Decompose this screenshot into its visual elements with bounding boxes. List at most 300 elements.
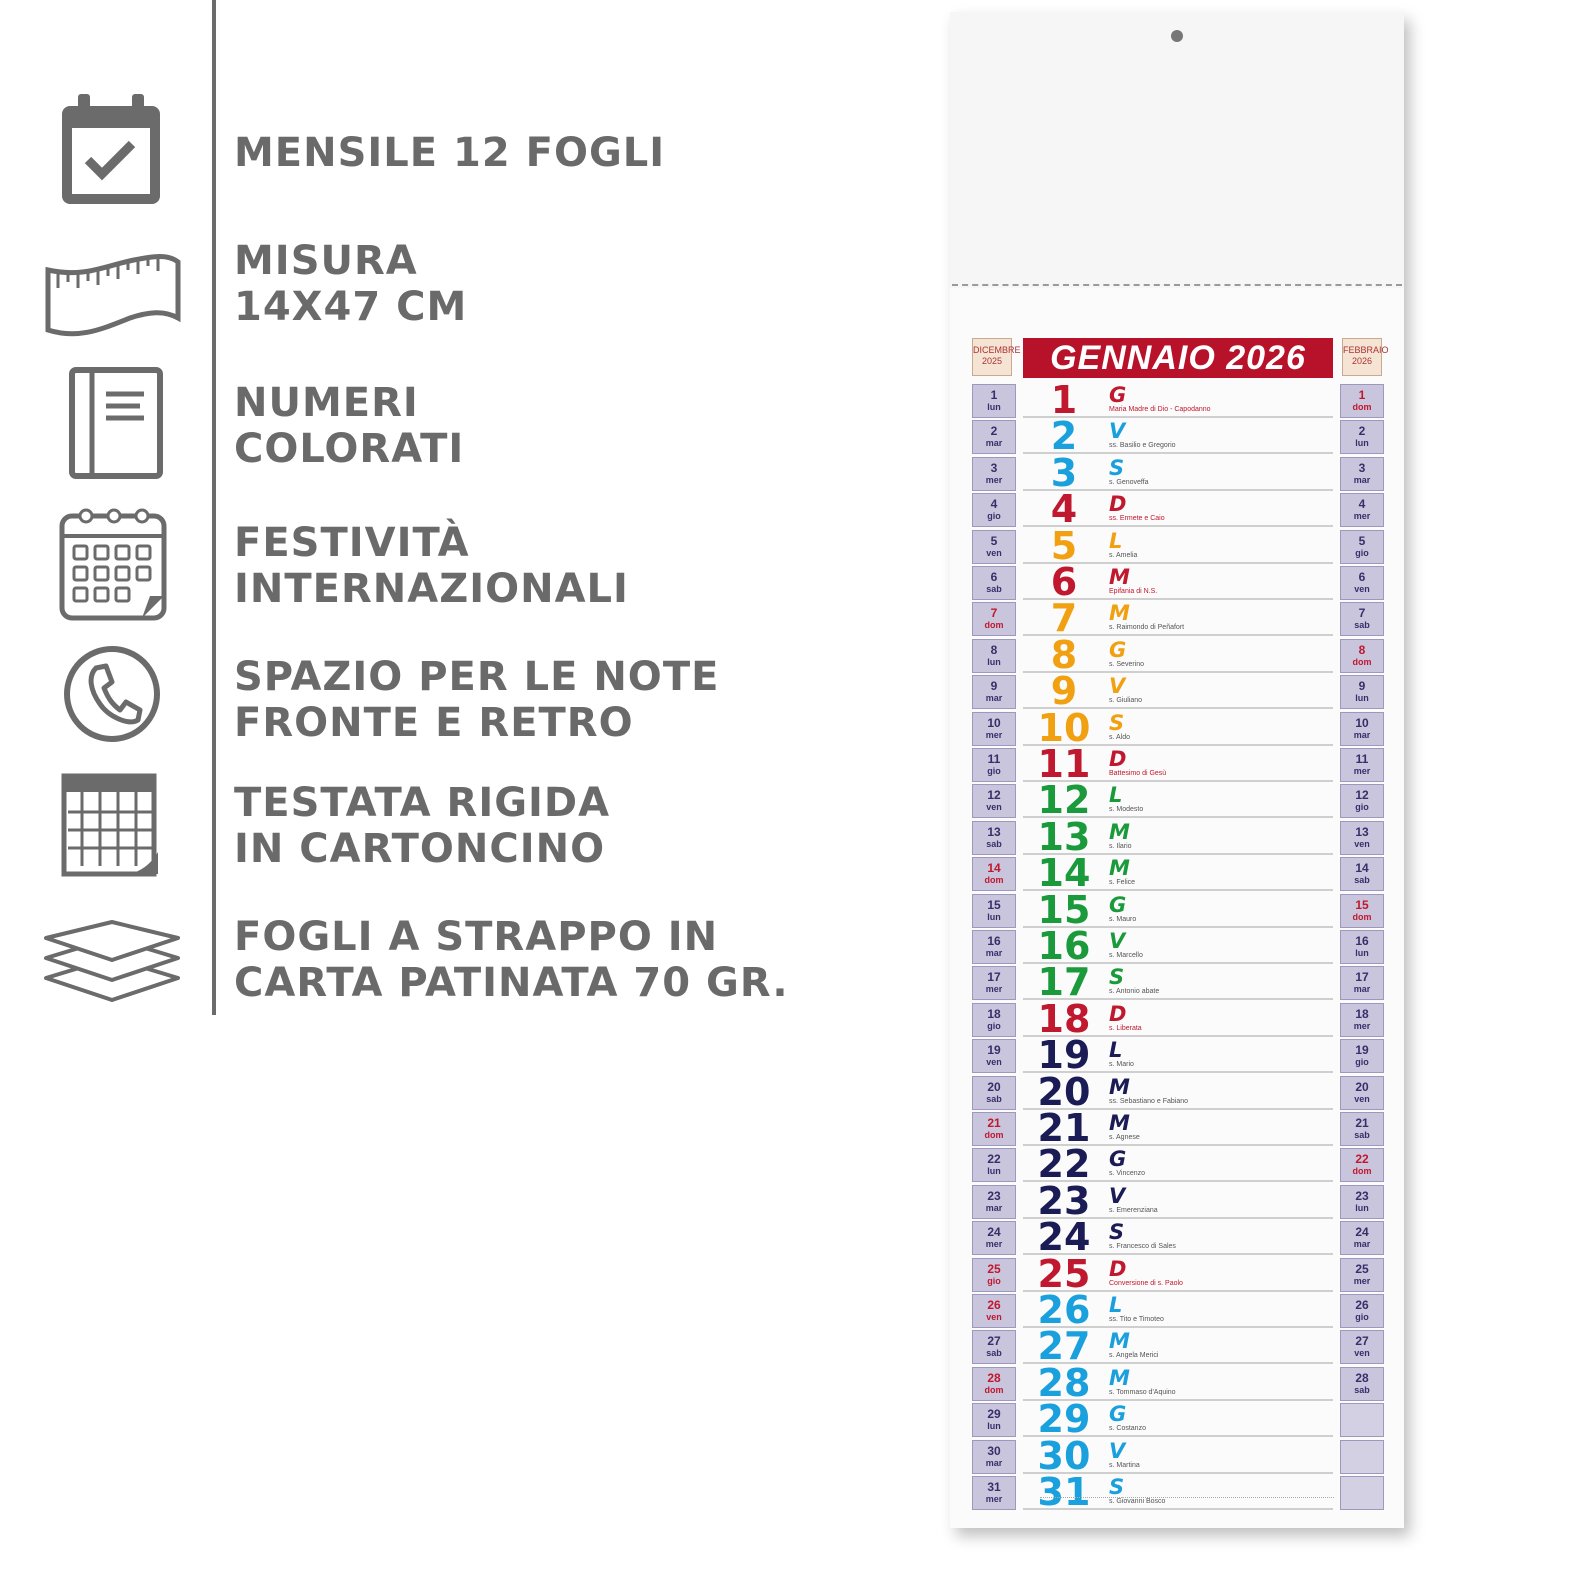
mini-day-weekday: gio [1355,802,1369,813]
day-number: 5 [1050,523,1078,568]
mini-day-weekday: dom [984,1130,1004,1140]
saint-name: s. Costanzo [1109,1425,1146,1433]
mini-day-weekday: mar [1353,984,1371,995]
mini-day-weekday: sab [1354,875,1370,886]
prev-month-year: 2025 [981,356,1003,366]
weekday-letter: L [1109,1293,1123,1317]
feature-line: MENSILE 12 FOGLI [234,130,666,176]
mini-day-cell [1340,1003,1384,1037]
mini-day-cell [1340,384,1384,418]
feature-monthly-sheets [234,130,665,176]
mini-day-weekday: mer [1353,1275,1371,1286]
weekday-letter: M [1109,565,1130,589]
mini-day-number: 23 [987,1188,1001,1203]
mini-day-cell [972,1076,1016,1110]
mini-day-number: 4 [990,497,998,512]
day-row [1023,1215,1333,1260]
mini-day-number: 24 [1355,1225,1369,1240]
saint-name: s. Agnese [1109,1134,1140,1141]
mini-day-weekday: mar [1353,474,1371,485]
mini-day-cell [1340,1148,1384,1182]
saint-name: s. Mario [1109,1061,1134,1069]
saint-name: s. Felice [1109,879,1136,887]
mini-day-number: 3 [990,460,998,475]
saint-name: s. Martina [1109,1461,1140,1469]
mini-day-number: 22 [1355,1152,1369,1167]
weekday-letter: V [1109,1183,1126,1208]
mini-day-weekday: gio [987,766,1001,776]
mini-day-empty [1340,1476,1384,1510]
calendar-grid-icon [58,504,170,624]
day-number: 17 [1037,960,1091,1005]
day-row [1023,632,1333,677]
mini-day-cell [972,1440,1016,1474]
mini-day-number: 8 [990,642,998,657]
mini-day-number: 31 [987,1480,1001,1494]
mini-day-number: 30 [987,1443,1001,1458]
day-number: 29 [1037,1397,1091,1442]
mini-day-cell [972,1112,1016,1146]
saint-name: s. Angela Merici [1109,1352,1159,1360]
mini-day-cell [972,530,1016,564]
saint-name: Conversione di s. Paolo [1109,1279,1183,1287]
mini-day-number: 12 [1355,788,1369,803]
mini-day-weekday: lun [1355,1202,1369,1213]
mini-day-number: 15 [987,897,1001,912]
mini-day-number: 9 [990,679,998,694]
mini-day-cell [972,602,1016,636]
mini-day-number: 3 [1358,460,1366,475]
mini-day-cell [1340,784,1384,818]
mini-day-number: 17 [1355,970,1369,985]
saint-name: s. Mauro [1109,915,1137,923]
mini-day-number: 16 [1355,934,1369,948]
mini-day-number: 22 [987,1152,1001,1167]
saint-name: s. Marcello [1109,952,1143,959]
mini-day-weekday: lun [987,656,1001,667]
saint-name: ss. Sebastiano e Fabiano [1109,1097,1188,1105]
mini-day-number: 1 [990,388,998,402]
mini-day-weekday: sab [986,584,1002,594]
mini-day-cell [972,748,1016,782]
weekday-letter: M [1109,1329,1130,1354]
day-number: 24 [1037,1215,1091,1260]
mini-day-cell [972,493,1016,527]
mini-day-number: 14 [987,861,1001,876]
feature-line: MISURA [234,238,418,284]
mini-day-weekday: ven [1354,1348,1370,1359]
month-title: GENNAIO 2026 [1023,338,1333,378]
mini-day-weekday: mer [985,1494,1003,1504]
mini-day-weekday: lun [987,911,1001,922]
day-number: 19 [1037,1033,1091,1078]
feature-holidays [234,520,629,612]
mini-day-number: 23 [1355,1188,1369,1203]
mini-day-cell [1340,966,1384,1000]
saint-name: Battesimo di Gesù [1109,770,1167,777]
saint-name: s. Ilario [1109,842,1132,850]
feature-line: SPAZIO PER LE NOTE [234,654,720,700]
measuring-tape-icon [44,248,184,340]
mini-day-number: 28 [987,1370,1001,1385]
day-number: 11 [1037,742,1091,786]
mini-day-cell [1340,420,1384,454]
mini-day-weekday: gio [987,1275,1001,1286]
mini-day-weekday: lun [1355,693,1369,704]
day-row [1023,1069,1333,1114]
day-row [1023,1433,1333,1478]
weekday-letter: V [1109,674,1126,699]
weekday-letter: S [1109,1220,1125,1245]
mini-day-cell [1340,894,1384,928]
day-number: 26 [1037,1288,1091,1332]
saint-name: s. Antonio abate [1109,988,1160,996]
day-number: 25 [1037,1251,1091,1296]
mini-day-number: 8 [1358,642,1366,657]
mini-day-number: 21 [1355,1116,1369,1130]
mini-day-weekday: mer [1353,511,1371,522]
mini-day-cell [1340,639,1384,673]
day-row [1023,742,1333,786]
weekday-letter: V [1109,929,1126,953]
feature-line: IN CARTONCINO [234,826,606,872]
notebook-icon [68,366,164,480]
mini-day-cell [972,1039,1016,1073]
mini-day-cell [972,566,1016,600]
mini-day-weekday: gio [1355,1057,1369,1068]
day-row [1023,1106,1333,1150]
prev-month-name: DICEMBRE [973,345,1021,355]
weekday-letter: V [1109,419,1126,444]
mini-day-cell [1340,1330,1384,1364]
day-row [1023,523,1333,568]
mini-day-weekday: mer [985,1239,1003,1250]
mini-day-weekday: sab [1354,1130,1370,1140]
weekday-letter: G [1109,383,1127,407]
mini-day-weekday: lun [1355,438,1369,449]
mini-day-cell [1340,1367,1384,1401]
saint-name: s. Raimondo di Peñafort [1109,624,1185,632]
mini-day-cell [972,1003,1016,1037]
saint-name: s. Francesco di Sales [1109,1243,1176,1251]
day-row [1023,1324,1333,1369]
mini-day-weekday: dom [984,1384,1004,1395]
mini-day-weekday: mar [1353,1239,1371,1250]
mini-day-cell [972,712,1016,746]
mini-day-cell [972,1185,1016,1219]
mini-day-weekday: dom [1352,911,1372,922]
sheet-footer-line [1040,1497,1334,1504]
mini-day-cell [1340,457,1384,491]
mini-day-cell [972,894,1016,928]
weekday-letter: L [1109,1038,1123,1063]
saint-name: s. Giuliano [1109,697,1143,705]
mini-day-number: 11 [1355,752,1369,766]
mini-day-weekday: mar [985,693,1003,704]
weekday-letter: S [1109,455,1125,480]
feature-line: FRONTE E RETRO [234,700,634,746]
day-row [1023,851,1333,896]
mini-day-cell [972,1148,1016,1182]
mini-day-cell [972,1367,1016,1401]
mini-day-weekday: ven [986,1312,1002,1322]
weekday-letter: D [1109,1001,1127,1026]
mini-day-cell [972,675,1016,709]
mini-day-cell [1340,566,1384,600]
weekday-letter: M [1109,1074,1130,1099]
day-row [1023,1251,1333,1296]
mini-day-cell [1340,712,1384,746]
weekday-letter: G [1109,892,1127,917]
mini-day-number: 2 [1358,424,1366,439]
mini-day-number: 19 [987,1043,1001,1058]
mini-day-empty [1340,1440,1384,1474]
mini-day-cell [1340,930,1384,964]
mini-day-number: 20 [1355,1079,1369,1094]
weekday-letter: V [1109,1438,1126,1463]
day-row [1023,887,1333,932]
day-number: 7 [1050,596,1078,641]
day-number: 9 [1050,669,1078,714]
mini-day-weekday: dom [984,620,1004,631]
day-number: 8 [1050,632,1078,677]
mini-day-weekday: mer [985,474,1003,485]
mini-day-weekday: ven [1354,584,1370,594]
day-number: 21 [1037,1106,1091,1150]
calendar-check-icon [58,92,164,210]
mini-day-weekday: lun [987,1166,1001,1177]
mini-day-number: 25 [987,1261,1001,1276]
next-month-header [1342,338,1389,376]
day-row [1023,705,1333,750]
mini-day-cell [972,1476,1016,1510]
mini-day-weekday: mer [1353,1020,1371,1031]
mini-day-weekday: mer [985,729,1003,740]
day-number: 4 [1050,487,1078,532]
weekday-letter: D [1109,492,1127,517]
mini-day-cell [972,420,1016,454]
weekday-letter: M [1109,1111,1130,1135]
day-number: 16 [1037,924,1091,968]
day-number: 12 [1037,778,1091,823]
mini-day-number: 6 [1358,570,1366,584]
mini-day-weekday: gio [1355,1312,1369,1322]
day-number: 27 [1037,1324,1091,1369]
feature-line: 14X47 CM [234,284,468,330]
feature-tear-off-sheets [234,914,789,1006]
mini-day-weekday: mer [1353,766,1371,776]
mini-day-weekday: gio [987,1020,1001,1031]
weekday-letter: L [1109,528,1123,553]
saint-name: s. Giovanni Bosco [1109,1498,1166,1505]
saint-name: ss. Basilio e Gregorio [1109,442,1176,450]
weekday-letter: G [1109,1147,1127,1172]
day-number: 13 [1037,814,1091,859]
mini-day-weekday: lun [987,402,1001,412]
mini-day-weekday: sab [986,838,1002,849]
mini-day-weekday: dom [1352,1166,1372,1177]
mini-day-weekday: ven [1354,1093,1370,1104]
mini-day-cell [1340,857,1384,891]
day-number: 14 [1037,851,1091,896]
day-row [1023,778,1333,823]
mini-day-number: 26 [1355,1298,1369,1312]
mini-day-weekday: gio [1355,547,1369,558]
mini-day-cell [972,1258,1016,1292]
mini-day-cell [1340,602,1384,636]
mini-day-number: 26 [987,1298,1001,1312]
day-row [1023,414,1333,459]
mini-day-number: 12 [987,788,1001,803]
mini-day-weekday: lun [987,1421,1001,1432]
mini-day-cell [972,784,1016,818]
mini-day-cell [1340,1185,1384,1219]
mini-day-cell [1340,748,1384,782]
day-number: 10 [1037,705,1091,750]
mini-day-weekday: ven [1354,838,1370,849]
mini-day-number: 28 [1355,1370,1369,1385]
day-number: 23 [1037,1178,1091,1223]
day-number: 6 [1050,560,1078,604]
mini-day-weekday: ven [986,802,1002,813]
mini-day-cell [1340,1221,1384,1255]
day-number: 30 [1037,1433,1091,1478]
mini-day-weekday: mer [985,984,1003,995]
weekday-letter: S [1109,1475,1125,1499]
mini-day-weekday: mar [1353,729,1371,740]
perforation-line [952,284,1402,286]
mini-day-cell [972,966,1016,1000]
mini-day-cell [972,457,1016,491]
mini-day-number: 10 [1355,715,1369,730]
weekday-letter: S [1109,710,1125,735]
day-row [1023,450,1333,495]
weekday-letter: S [1109,965,1125,990]
day-row [1023,1288,1333,1332]
feature-line: NUMERI [234,380,419,426]
mini-day-number: 13 [987,824,1001,839]
day-row [1023,1470,1333,1514]
mini-day-number: 2 [990,424,998,439]
mini-day-weekday: dom [1352,656,1372,667]
mini-day-number: 10 [987,715,1001,730]
mini-day-cell [1340,530,1384,564]
mini-day-cell [1340,493,1384,527]
day-row [1023,560,1333,604]
mini-day-number: 29 [987,1407,1001,1422]
wall-calendar [950,12,1404,1528]
mini-day-weekday: ven [986,1057,1002,1068]
mini-day-weekday: lun [1355,948,1369,958]
mini-day-weekday: sab [1354,1384,1370,1395]
day-number: 15 [1037,887,1091,932]
saint-name: s. Liberata [1109,1024,1142,1032]
weekday-letter: D [1109,747,1127,771]
saint-name: s. Genoveffa [1109,478,1149,486]
weekday-letter: M [1109,856,1130,881]
mini-day-cell [1340,1112,1384,1146]
mini-day-number: 21 [987,1116,1001,1130]
mini-day-cell [972,639,1016,673]
saint-name: ss. Ermete e Caio [1109,515,1165,523]
mini-day-cell [972,1294,1016,1328]
day-number: 2 [1050,414,1078,459]
mini-day-cell [1340,1039,1384,1073]
day-row [1023,1178,1333,1223]
saint-name: s. Amelia [1109,551,1138,559]
day-row [1023,378,1333,422]
weekday-letter: D [1109,1256,1127,1281]
day-row [1023,960,1333,1005]
mini-day-number: 9 [1358,679,1366,694]
mini-day-weekday: mar [985,1202,1003,1213]
mini-day-number: 16 [987,934,1001,948]
hanging-hole [1171,30,1183,42]
weekday-letter: G [1109,637,1127,662]
saint-name: s. Aldo [1109,733,1131,741]
mini-day-empty [1340,1403,1384,1437]
weekday-letter: M [1109,819,1130,844]
mini-day-number: 7 [990,606,998,621]
saint-name: ss. Tito e Timoteo [1109,1316,1164,1323]
mini-day-weekday: sab [1354,620,1370,631]
feature-line: COLORATI [234,426,465,472]
feature-rigid-header [234,780,610,872]
day-row [1023,1033,1333,1078]
day-row [1023,814,1333,859]
phone-icon [62,644,162,744]
saint-name: s. Modesto [1109,806,1144,814]
mini-day-number: 25 [1355,1261,1369,1276]
mini-day-weekday: mar [985,948,1003,958]
mini-day-weekday: ven [986,547,1002,558]
day-number: 3 [1050,450,1078,495]
day-number: 20 [1037,1069,1091,1114]
saint-name: Epifania di N.S. [1109,588,1158,595]
feature-line: INTERNAZIONALI [234,566,629,612]
saint-name: s. Emerenziana [1109,1206,1158,1214]
mini-day-number: 1 [1358,388,1366,402]
mini-day-number: 14 [1355,861,1369,876]
divider-line [212,0,216,1015]
next-month-name: FEBBRAIO [1343,345,1389,355]
mini-day-weekday: sab [986,1093,1002,1104]
day-number: 22 [1037,1142,1091,1187]
prev-month-header [972,338,1021,376]
mini-day-cell [1340,821,1384,855]
mini-day-number: 6 [990,570,998,584]
day-row [1023,669,1333,714]
mini-day-number: 18 [1355,1006,1369,1021]
mini-day-number: 15 [1355,897,1369,912]
feature-line: CARTA PATINATA 70 GR. [234,960,789,1006]
saint-name: s. Tommaso d'Aquino [1109,1388,1176,1396]
saint-name: Maria Madre di Dio - Capodanno [1109,406,1211,413]
weekday-letter: G [1109,1402,1127,1427]
mini-day-cell [1340,1076,1384,1110]
feature-line: FOGLI A STRAPPO IN [234,914,719,960]
feature-notes-space [234,654,719,746]
mini-day-number: 5 [990,533,998,548]
day-row [1023,924,1333,968]
saint-name: s. Vincenzo [1109,1170,1146,1178]
mini-day-cell [972,821,1016,855]
mini-day-cell [1340,1258,1384,1292]
mini-day-cell [972,384,1016,418]
day-row [1023,487,1333,532]
mini-day-number: 20 [987,1079,1001,1094]
mini-day-number: 18 [987,1006,1001,1021]
